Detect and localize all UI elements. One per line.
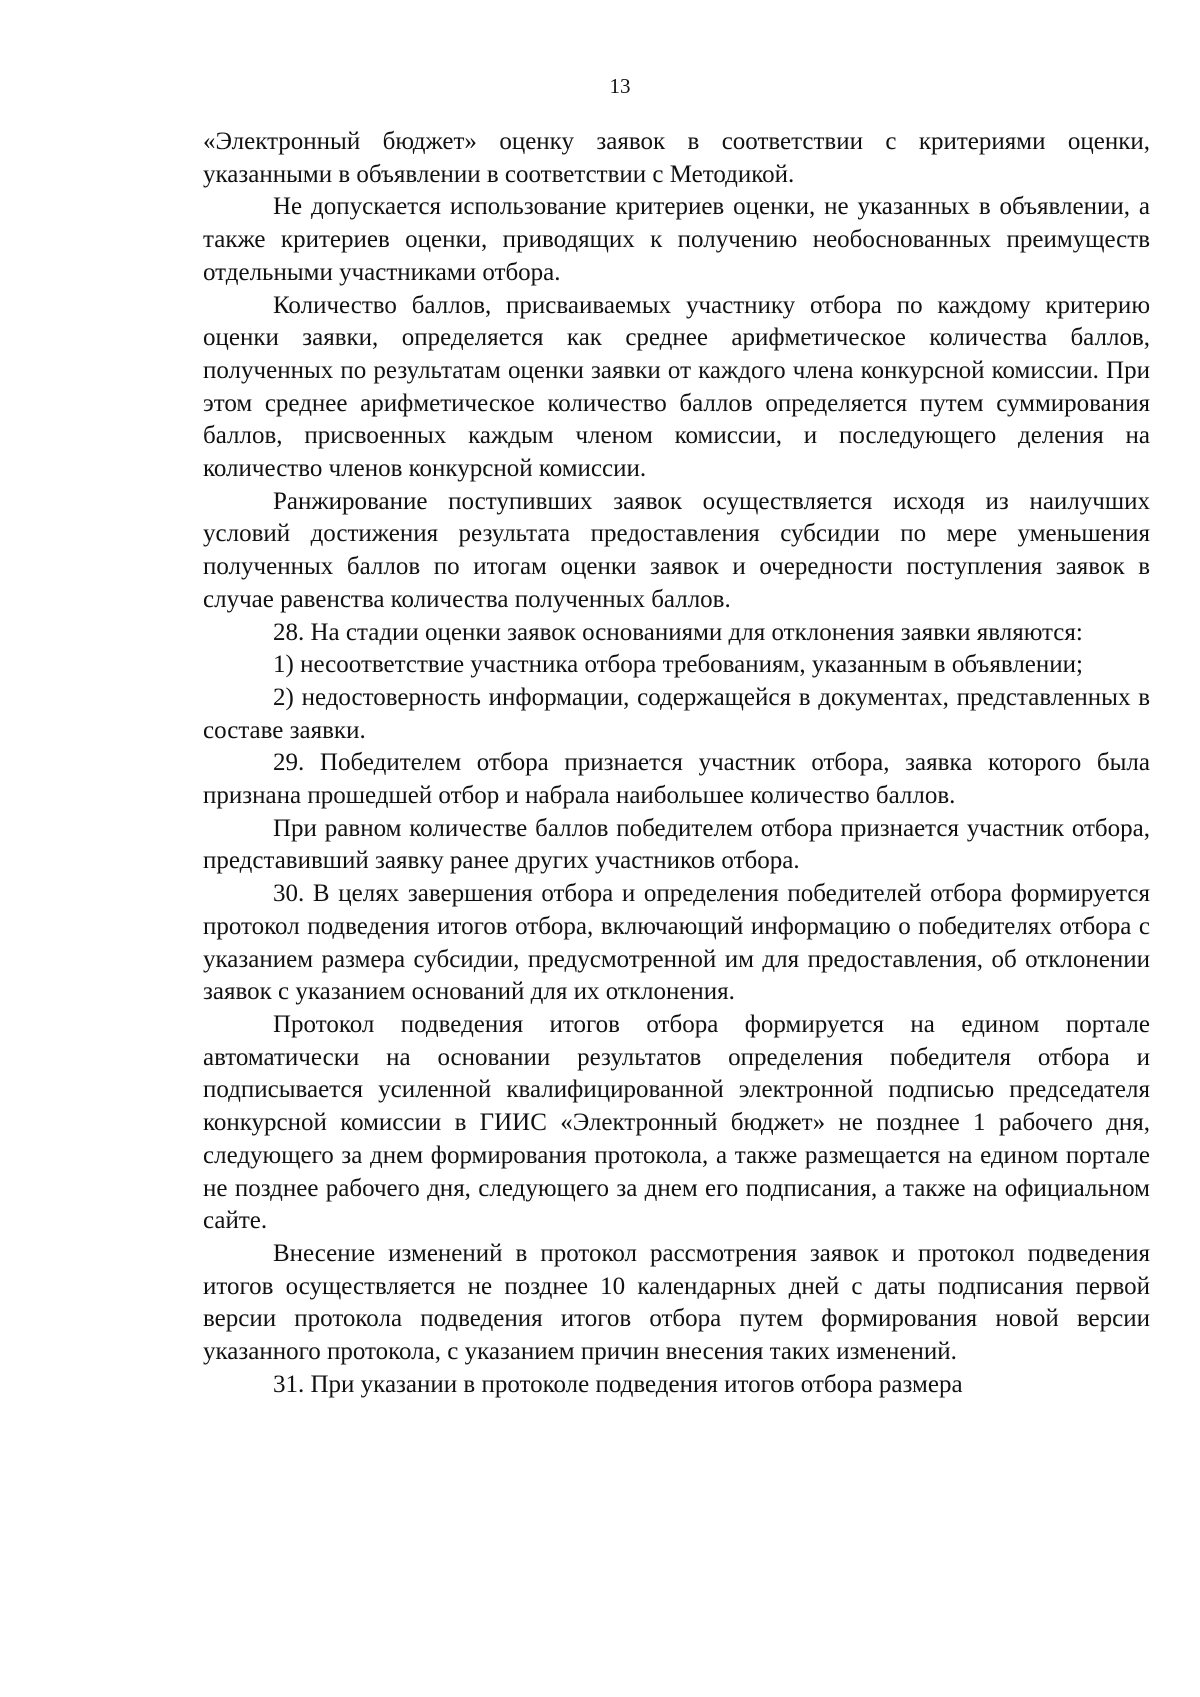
page-number: 13 [609,74,631,98]
paragraph-6: 1) несоответствие участника отбора требованиям, указанным в объявлении; [273,651,1083,679]
paragraph-11: Протокол подведения итогов отбора формируется на едином портале автоматически на основании результатов определения победителя отбора и подписывается усиленной квалифицированной электронной подписью председателя конкурсной комиссии в ГИИС «Электронный бюджет» не позднее 1 рабочего дня, следующего за днем формирования протокола, а также размещается на едином портале не позднее рабочего дня, следующего за днем его подписания, а также на официальном сайте. [203,1010,1150,1235]
paragraph-10: 30. В целях завершения отбора и определения победителей отбора формируется протокол подведения итогов отбора, включающий информацию о победителях отбора с указанием размера субсидии, предусмотренной им для предоставления, об отклонении заявок с указанием оснований для их отклонения. [203,880,1150,1006]
paragraph-5: 28. На стадии оценки заявок основаниями для отклонения заявки являются: [273,618,1083,646]
paragraph-1: «Электронный бюджет» оценку заявок в соответствии с критериями оценки, указанными в объявлении в соответствии с Методикой. [203,128,1150,188]
document-body [203,126,1150,1401]
paragraph-13: 31. При указании в протоколе подведения итогов отбора размера [273,1370,963,1398]
paragraph-8: 29. Победителем отбора признается участник отбора, заявка которого была признана прошедшей отбор и набрала наибольшее количество баллов. [203,749,1150,810]
paragraph-9: При равном количестве баллов победителем отбора признается участник отбора, представивший заявку ранее других участников отбора. [203,814,1150,875]
paragraph-2: Не допускается использование критериев оценки, не указанных в объявлении, а также критериев оценки, приводящих к получению необоснованных преимуществ отдельными участниками отбора. [203,193,1150,286]
paragraph-4: Ранжирование поступивших заявок осуществляется исходя из наилучших условий достижения результата предоставления субсидии по мере уменьшения полученных баллов по итогам оценки заявок и очередности поступления заявок в случае равенства количества полученных баллов. [203,487,1150,613]
paragraph-7: 2) недостоверность информации, содержащейся в документах, представленных в составе заявки. [203,683,1150,744]
paragraph-12: Внесение изменений в протокол рассмотрения заявок и протокол подведения итогов осуществляется не позднее 10 календарных дней с даты подписания первой версии протокола подведения итогов отбора путем формирования новой версии указанного протокола, с указанием причин внесения таких изменений. [203,1239,1150,1366]
paragraph-3: Количество баллов, присваиваемых участнику отбора по каждому критерию оценки заявки, определяется как среднее арифметическое количества баллов, полученных по результатам оценки заявки от каждого члена конкурсной комиссии. При этом среднее арифметическое количество баллов определяется путем суммирования баллов, присвоенных каждым членом комиссии, и последующего деления на количество членов конкурсной комиссии. [203,291,1150,483]
